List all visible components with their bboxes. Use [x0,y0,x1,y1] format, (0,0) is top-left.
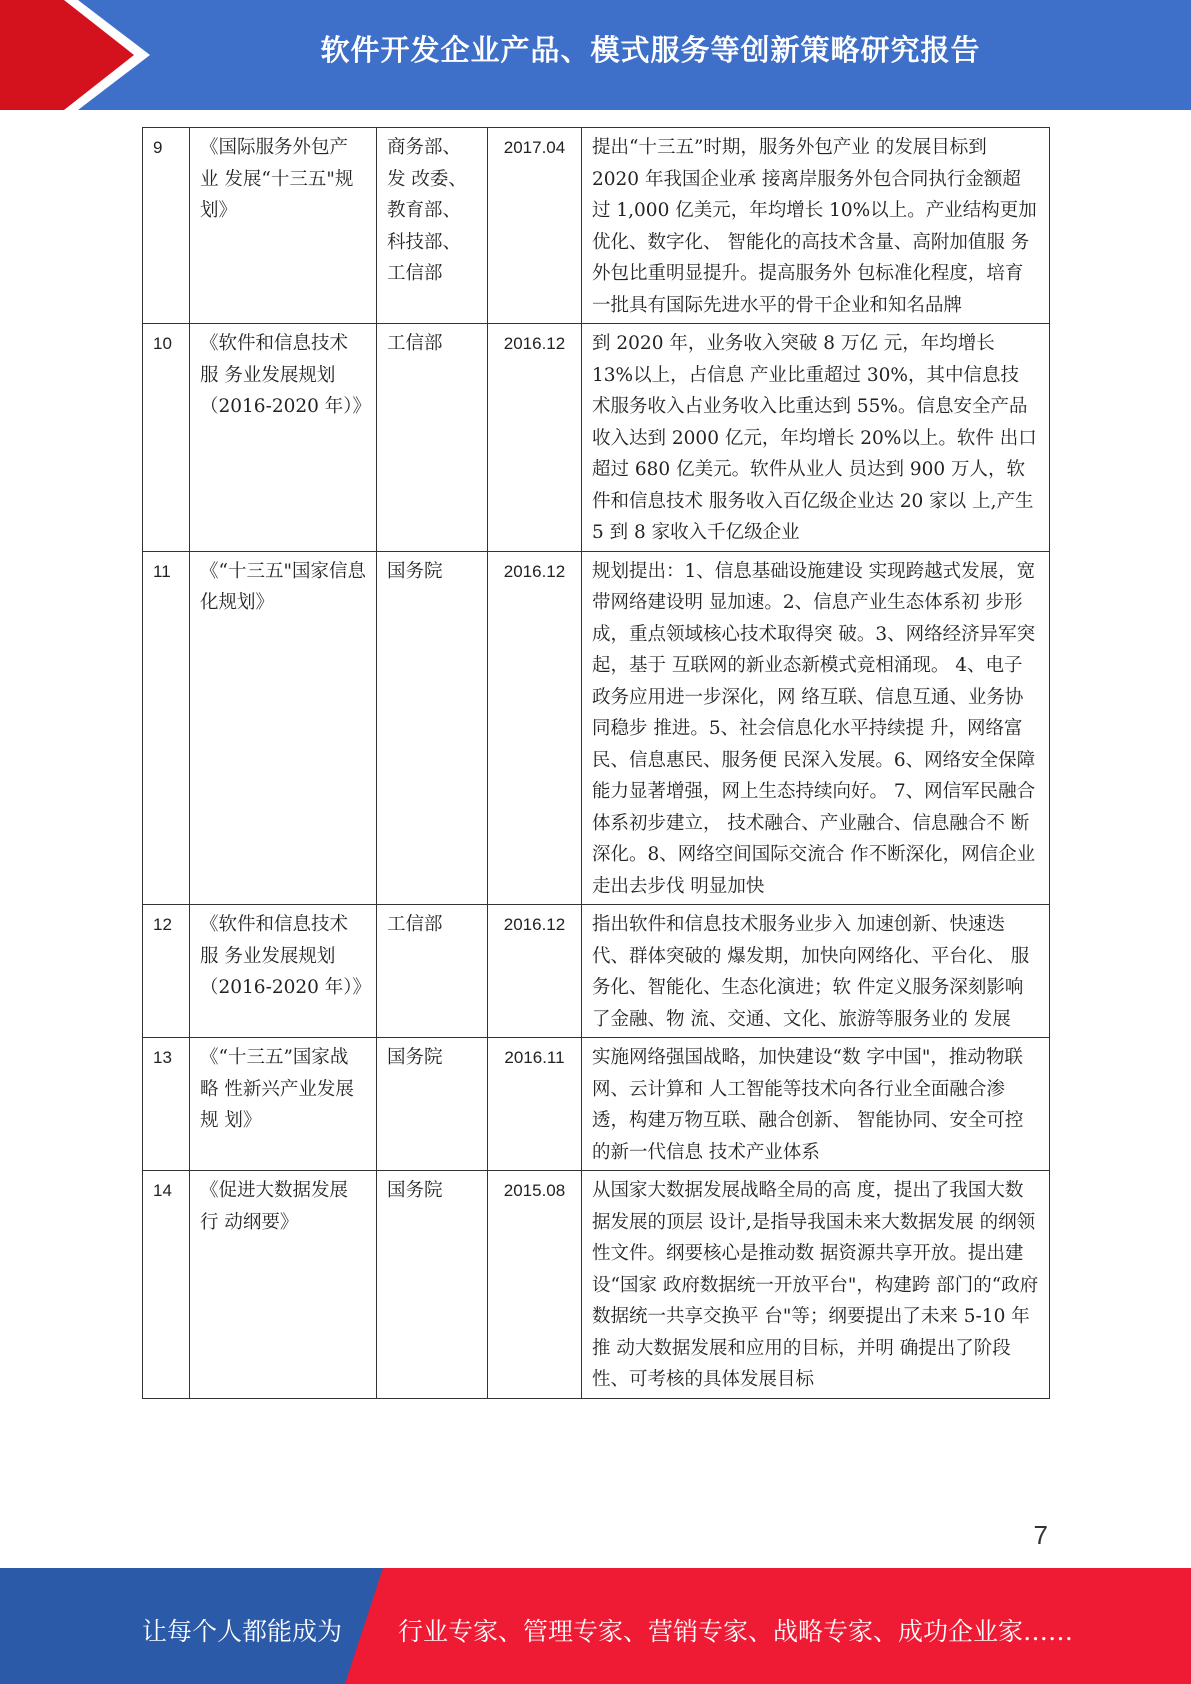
policy-name: 《国际服务外包产业 发展“十三五"规划》 [190,128,377,324]
page-header [0,0,1191,110]
policy-content: 从国家大数据发展战略全局的高 度，提出了我国大数据发展的顶层 设计,是指导我国未来大数据发展 的纲领性文件。纲要核心是推动数 据资源共享开放。提出建设“国家 政府数据统一开放平台"，构建跨 部门的“政府数据统一共享交换平 台"等；纲要提出了未来 5-10 年推 动大数据发展和应用的目标，并明 确提出了阶段性、可考核的具体发展目标 [582,1171,1050,1399]
page-footer [0,1568,1191,1684]
row-number: 12 [143,905,190,1038]
page-number: 7 [1033,1520,1048,1550]
issue-date: 2016.12 [488,905,582,1038]
table-row [143,1171,1050,1399]
table-row [143,128,1050,324]
policy-name: 《软件和信息技术服 务业发展规划（2016-2020 年）》 [190,905,377,1038]
table-row [143,551,1050,905]
issuing-department: 商务部、发 改委、教育部、科技部、工信部 [377,128,488,324]
policy-name: 《“十三五”国家战略 性新兴产业发展规 划》 [190,1038,377,1171]
issue-date: 2015.08 [488,1171,582,1399]
policy-content: 提出“十三五”时期，服务外包产业 的发展目标到 2020 年我国企业承 接离岸服务外包合同执行金额超 过 1,000 亿美元，年均增长 10%以上。产业结构更加优化、数字化、 智能化的高技术含量、高附加值服 务外包比重明显提升。提高服务外 包标准化程度，培育一批具有国际先进水平的骨干企业和知名品牌 [582,128,1050,324]
issuing-department: 国务院 [377,551,488,905]
header-arrow-decoration [0,0,150,110]
policy-name: 《软件和信息技术服 务业发展规划（2016-2020 年）》 [190,324,377,552]
footer-slogan-right: 行业专家、管理专家、营销专家、战略专家、成功企业家…… [398,1617,1074,1646]
policy-content: 实施网络强国战略，加快建设“数 字中国"，推动物联网、云计算和 人工智能等技术向各行业全面融合渗透，构建万物互联、融合创新、 智能协同、安全可控的新一代信息 技术产业体系 [582,1038,1050,1171]
footer-slogan-left: 让每个人都能成为 [142,1617,343,1646]
row-number: 14 [143,1171,190,1399]
table-row [143,324,1050,552]
policy-content: 指出软件和信息技术服务业步入 加速创新、快速迭代、群体突破的 爆发期，加快向网络化、平台化、 服务化、智能化、生态化演进；软 件定义服务深刻影响了金融、物 流、交通、文化、旅游等服务业的 发展 [582,905,1050,1038]
row-number: 11 [143,551,190,905]
row-number: 9 [143,128,190,324]
policy-table-container [142,127,1049,1399]
row-number: 13 [143,1038,190,1171]
policy-name: 《促进大数据发展行 动纲要》 [190,1171,377,1399]
issue-date: 2016.11 [488,1038,582,1171]
issuing-department: 国务院 [377,1171,488,1399]
issue-date: 2016.12 [488,324,582,552]
issue-date: 2016.12 [488,551,582,905]
policy-content: 到 2020 年，业务收入突破 8 万亿 元，年均增长 13%以上，占信息 产业比重超过 30%，其中信息技 术服务收入占业务收入比重达到 55%。信息安全产品收入达到 2000 亿元，年均增长 20%以上。软件 出口超过 680 亿美元。软件从业人 员达到 900 万人，软件和信息技术 服务收入百亿级企业达 20 家以 上,产生 5 到 8 家收入千亿级企业 [582,324,1050,552]
issuing-department: 工信部 [377,905,488,1038]
report-title: 软件开发企业产品、模式服务等创新策略研究报告 [320,33,981,67]
table-row [143,1038,1050,1171]
issuing-department: 国务院 [377,1038,488,1171]
table-row [143,905,1050,1038]
policy-content: 规划提出：1、信息基础设施建设 实现跨越式发展，宽带网络建设明 显加速。2、信息产业生态体系初 步形成，重点领域核心技术取得突 破。3、网络经济异军突起，基于 互联网的新业态新模式竞相涌现。 4、电子政务应用进一步深化，网 络互联、信息互通、业务协同稳步 推进。5、社会信息化水平持续提 升，网络富民、信息惠民、服务便 民深入发展。6、网络安全保障能力显著增强，网上生态持续向好。 7、网信军民融合体系初步建立， 技术融合、产业融合、信息融合不 断深化。8、网络空间国际交流合 作不断深化，网信企业走出去步伐 明显加快 [582,551,1050,905]
row-number: 10 [143,324,190,552]
issue-date: 2017.04 [488,128,582,324]
policy-name: 《“十三五"国家信息 化规划》 [190,551,377,905]
issuing-department: 工信部 [377,324,488,552]
policy-table [142,127,1050,1399]
